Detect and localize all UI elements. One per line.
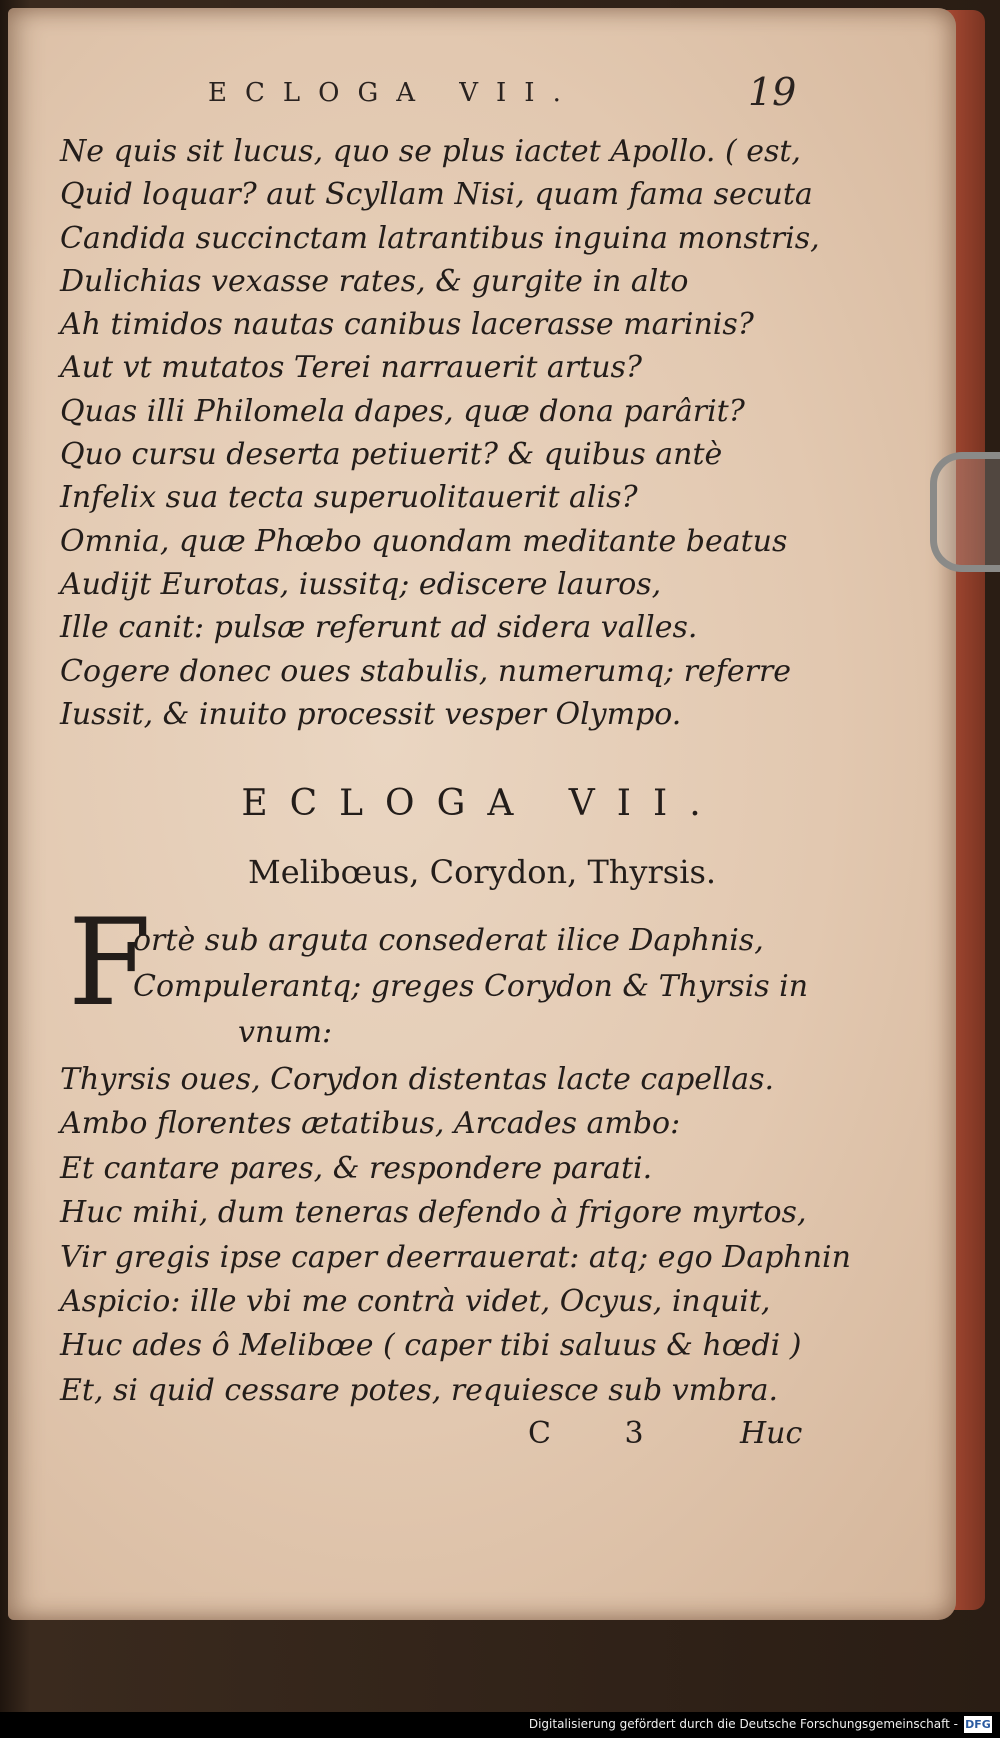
verse-line: Aspicio: ille vbi me contrà videt, Ocyus, inquit, xyxy=(60,1284,771,1320)
book-page xyxy=(8,8,956,1620)
verse-line: Ambo florentes ætatibus, Arcades ambo: xyxy=(60,1106,681,1142)
verse-line: Quo cursu deserta petiuerit? & quibus antè xyxy=(60,437,723,473)
funding-credit: Digitalisierung gefördert durch die Deutsche Forschungsgemeinschaft - xyxy=(528,1717,958,1731)
verse-line: Iussit, & inuito processit vesper Olympo. xyxy=(60,696,682,732)
verse-line: Dulichias vexasse rates, & gurgite in alto xyxy=(60,263,689,299)
speakers-line: Melibœus, Corydon, Thyrsis. xyxy=(247,853,717,891)
page-header xyxy=(8,68,956,114)
catchword: Huc xyxy=(740,1416,803,1451)
verse-line: Huc ades ô Melibœe ( caper tibi saluus & hœdi ) xyxy=(60,1328,802,1364)
verse-line: Ne quis sit lucus, quo se plus iactet Apollo. ( est, xyxy=(60,134,801,169)
verse-line-continuation: vnum: xyxy=(238,1015,333,1050)
verse-line: Quas illi Philomela dapes, quæ dona parârit? xyxy=(60,393,745,429)
verse-line: Audijt Eurotas, iussitq; ediscere lauros, xyxy=(60,566,662,602)
credit-bar xyxy=(0,1712,1000,1738)
verse-line: Ille canit: pulsæ referunt ad sidera valles. xyxy=(60,610,698,646)
dropcap-letter: F xyxy=(68,894,152,1033)
dfg-logo-icon: DFG xyxy=(965,1718,991,1731)
page-footer xyxy=(8,1416,956,1460)
verse-line: Et, si quid cessare potes, requiesce sub vmbra. xyxy=(60,1372,779,1408)
verse-line: Cogere donec oues stabulis, numerumq; referre xyxy=(60,653,792,689)
verse-line: Quid loquar? aut Scyllam Nisi, quam fama secuta xyxy=(60,177,813,213)
running-title: ECLOGA VII. xyxy=(208,78,579,108)
preceding-eclogue-text xyxy=(60,130,820,736)
eclogue-opening xyxy=(133,918,813,1056)
verse-line: Infelix sua tecta superuolitauerit alis? xyxy=(60,480,638,516)
verse-line: Et cantare pares, & respondere parati. xyxy=(60,1150,653,1186)
verse-line: ortè sub arguta consederat ilice Daphnis, xyxy=(133,923,764,958)
page-clip xyxy=(930,452,1000,572)
verse-line: Ah timidos nautas canibus lacerasse marinis? xyxy=(60,307,754,343)
page-number: 19 xyxy=(748,70,797,114)
verse-line: Compulerantq; greges Corydon & Thyrsis in xyxy=(133,969,809,1004)
verse-line: Huc mihi, dum teneras defendo à frigore myrtos, xyxy=(60,1195,807,1231)
verse-line: Candida succinctam latrantibus inguina monstris, xyxy=(60,220,820,256)
verse-line: Thyrsis oues, Corydon distentas lacte capellas. xyxy=(60,1062,775,1097)
verse-line: Vir gregis ipse caper deerrauerat: atq; ego Daphnin xyxy=(60,1239,851,1275)
verse-line: Aut vt mutatos Terei narrauerit artus? xyxy=(60,350,642,386)
section-title: ECLOGA VII. xyxy=(241,783,723,824)
eclogue-text xyxy=(60,1058,851,1413)
signature-mark: C 3 xyxy=(528,1416,676,1451)
verse-line: Omnia, quæ Phœbo quondam meditante beatus xyxy=(60,523,788,559)
